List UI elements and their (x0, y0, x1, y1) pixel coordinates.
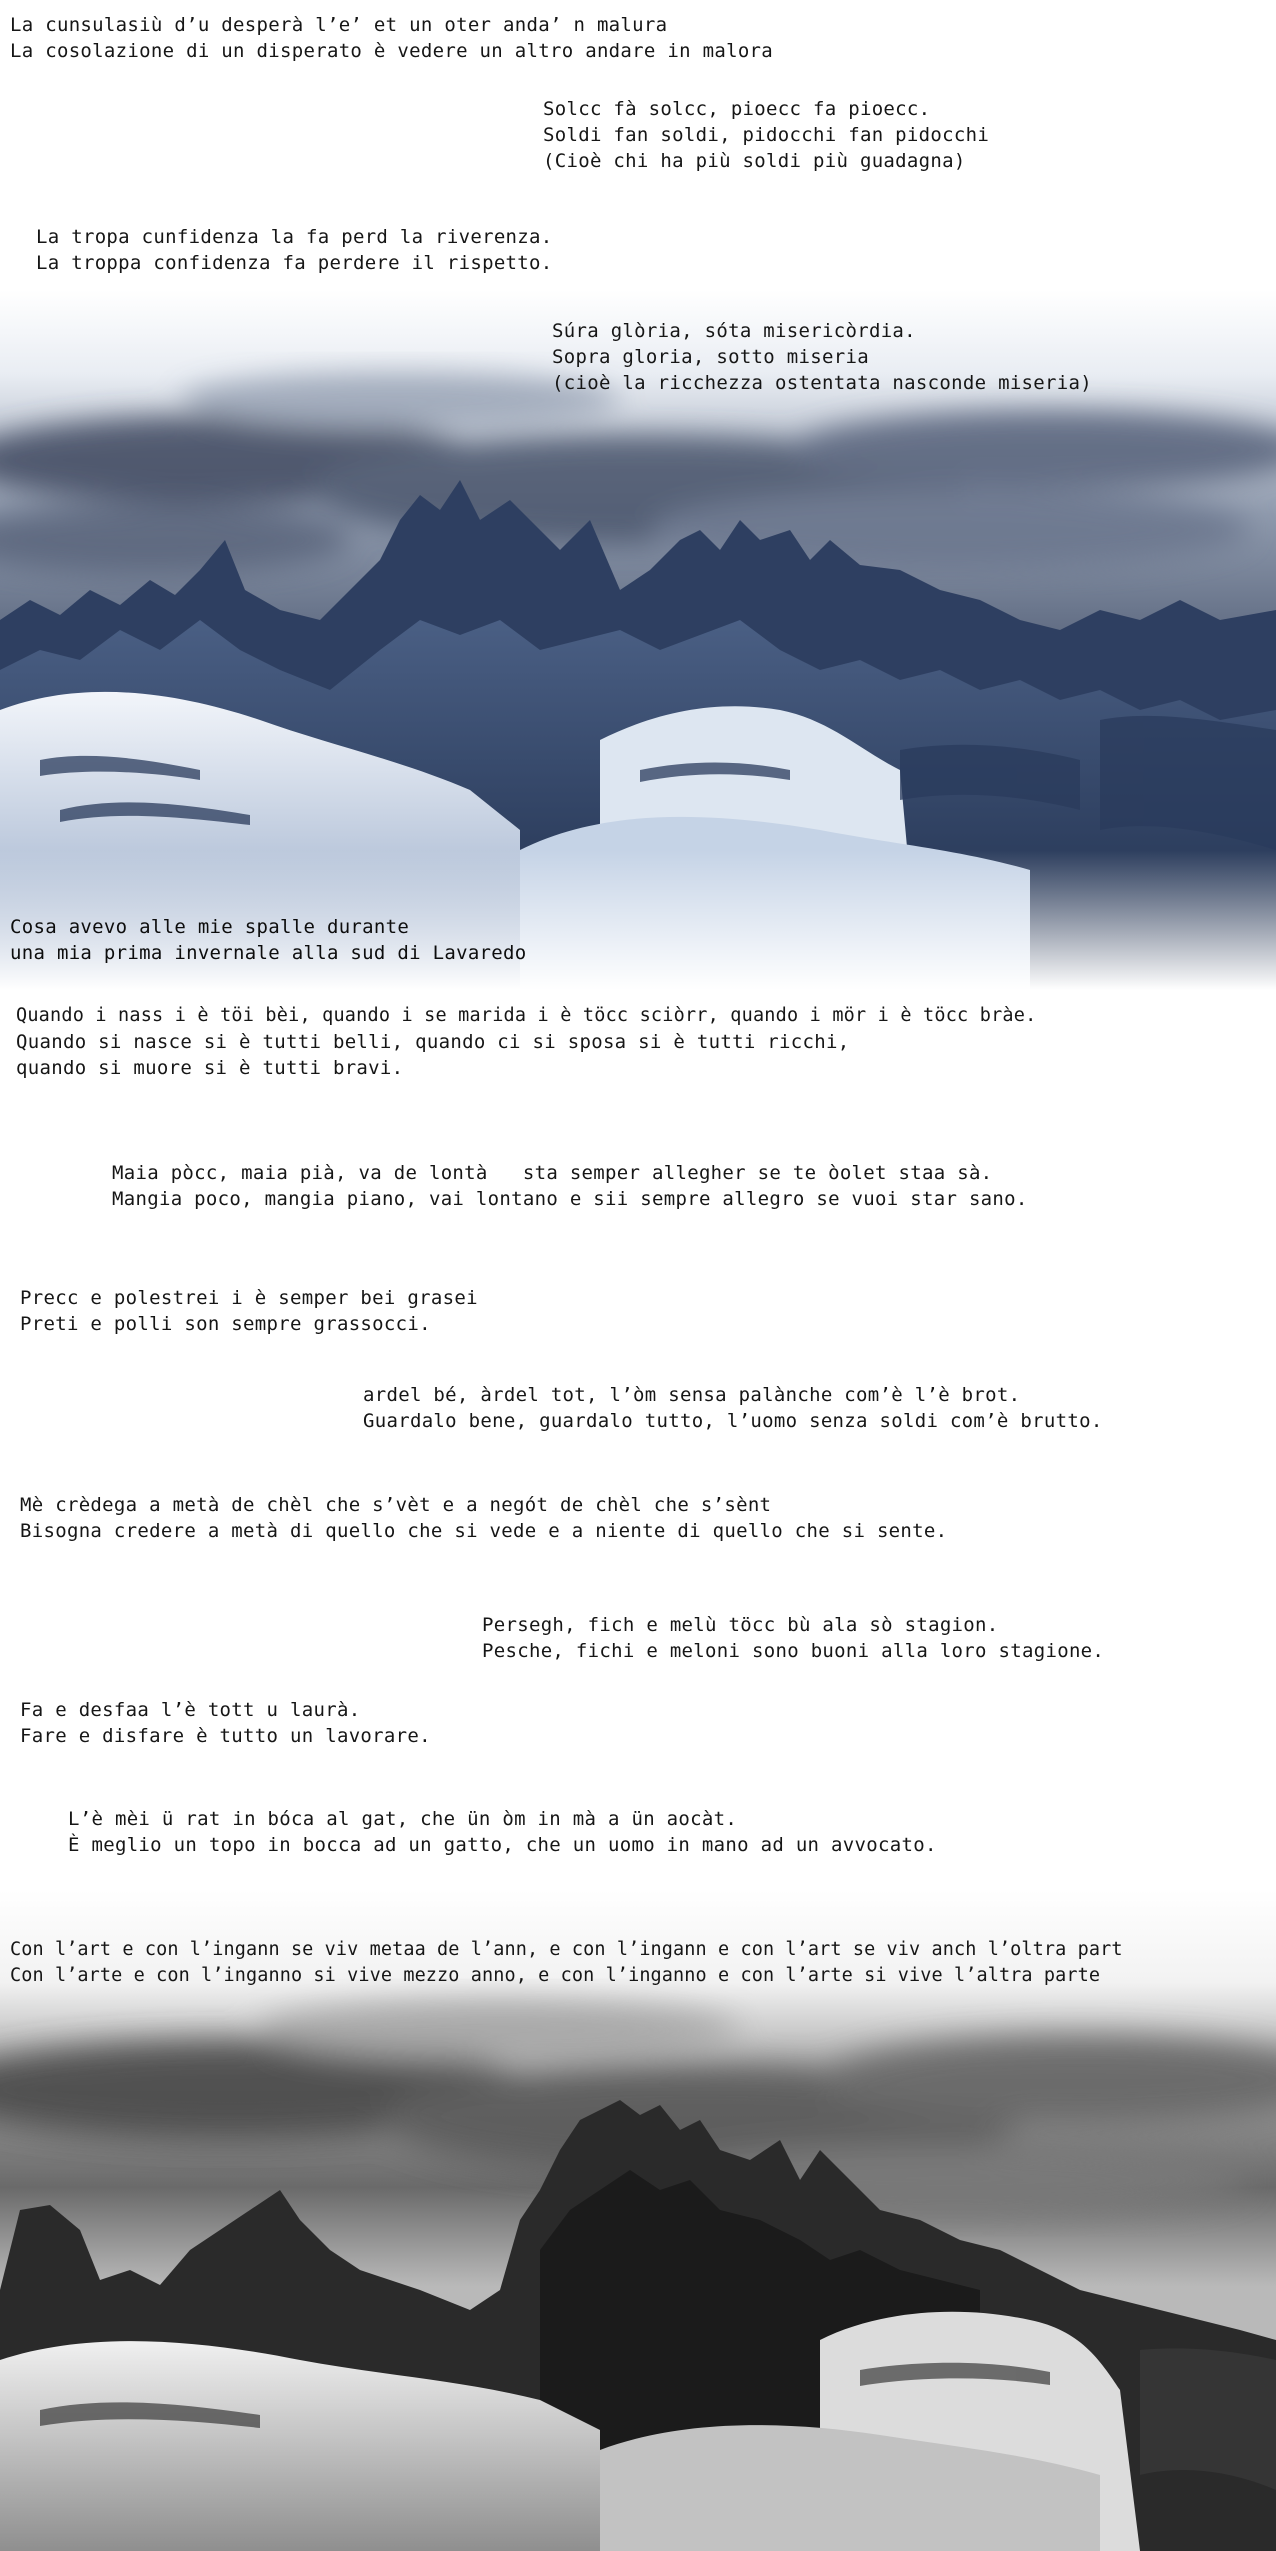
proverb-3-italian: La troppa confidenza fa perdere il rispetto. (36, 252, 553, 274)
proverb-2-italian: Soldi fan soldi, pidocchi fan pidocchi (543, 124, 990, 146)
proverb-9-dialect: Mè crèdega a metà de chèl che s’vèt e a negót de chèl che s’sènt (20, 1494, 772, 1516)
proverb-6-dialect: Maia pòcc, maia pià, va de lontà sta semper allegher se te òolet staa sà. (112, 1162, 993, 1184)
photo-caption-line-2: una mia prima invernale alla sud di Lavaredo (10, 942, 527, 964)
proverb-5-italian-2: quando si muore si è tutti bravi. (16, 1057, 404, 1079)
proverb-1-dialect: La cunsulasiù d’u desperà l’e’ et un oter anda’ n malura (10, 14, 668, 36)
proverb-10-dialect: Persegh, fich e melù töcc bù ala sò stagion. (482, 1614, 999, 1636)
proverb-11-italian: Fare e disfare è tutto un lavorare. (20, 1725, 431, 1747)
proverb-3-dialect: La tropa cunfidenza la fa perd la riverenza. (36, 226, 553, 248)
proverb-13-italian: Con l’arte e con l’inganno si vive mezzo anno, e con l’inganno e con l’arte si vive l’altra parte (10, 1965, 1101, 1986)
proverb-13-dialect: Con l’art e con l’ingann se viv metaa de l’ann, e con l’ingann e con l’art se viv anch l’oltra part (10, 1939, 1123, 1960)
proverb-4-italian: Sopra gloria, sotto miseria (552, 346, 869, 368)
proverb-10-italian: Pesche, fichi e meloni sono buoni alla loro stagione. (482, 1640, 1105, 1662)
proverb-12-italian: È meglio un topo in bocca ad un gatto, che un uomo in mano ad un avvocato. (68, 1834, 937, 1856)
proverb-7-dialect: Precc e polestrei i è semper bei grasei (20, 1287, 478, 1309)
proverb-2-dialect: Solcc fà solcc, pioecc fa pioecc. (543, 98, 931, 120)
proverb-8-italian: Guardalo bene, guardalo tutto, l’uomo senza soldi com’è brutto. (363, 1410, 1103, 1432)
proverb-2-note: (Cioè chi ha più soldi più guadagna) (543, 150, 966, 172)
proverb-5-italian-1: Quando si nasce si è tutti belli, quando ci si sposa si è tutti ricchi, (16, 1031, 850, 1053)
proverb-6-italian: Mangia poco, mangia piano, vai lontano e sii sempre allegro se vuoi star sano. (112, 1188, 1028, 1210)
bw-mountains-photo (0, 1890, 1276, 2551)
photo-caption-line-1: Cosa avevo alle mie spalle durante (10, 916, 410, 938)
proverb-9-italian: Bisogna credere a metà di quello che si vede e a niente di quello che si sente. (20, 1520, 948, 1542)
proverb-4-note: (cioè la ricchezza ostentata nasconde miseria) (552, 372, 1092, 394)
proverb-8-dialect: ardel bé, àrdel tot, l’òm sensa palànche com’è l’è brot. (363, 1384, 1021, 1406)
proverb-1-italian: La cosolazione di un disperato è vedere un altro andare in malora (10, 40, 774, 62)
proverb-11-dialect: Fa e desfaa l’è tott u laurà. (20, 1699, 361, 1721)
proverb-5-dialect: Quando i nass i è töi bèi, quando i se marida i è töcc sciòrr, quando i mör i è töcc bràe. (16, 1005, 1037, 1026)
proverb-4-dialect: Súra glòria, sóta misericòrdia. (552, 320, 916, 342)
proverb-12-dialect: L’è mèi ü rat in bóca al gat, che ün òm in mà a ün aocàt. (68, 1808, 738, 1830)
proverb-7-italian: Preti e polli son sempre grassocci. (20, 1313, 431, 1335)
